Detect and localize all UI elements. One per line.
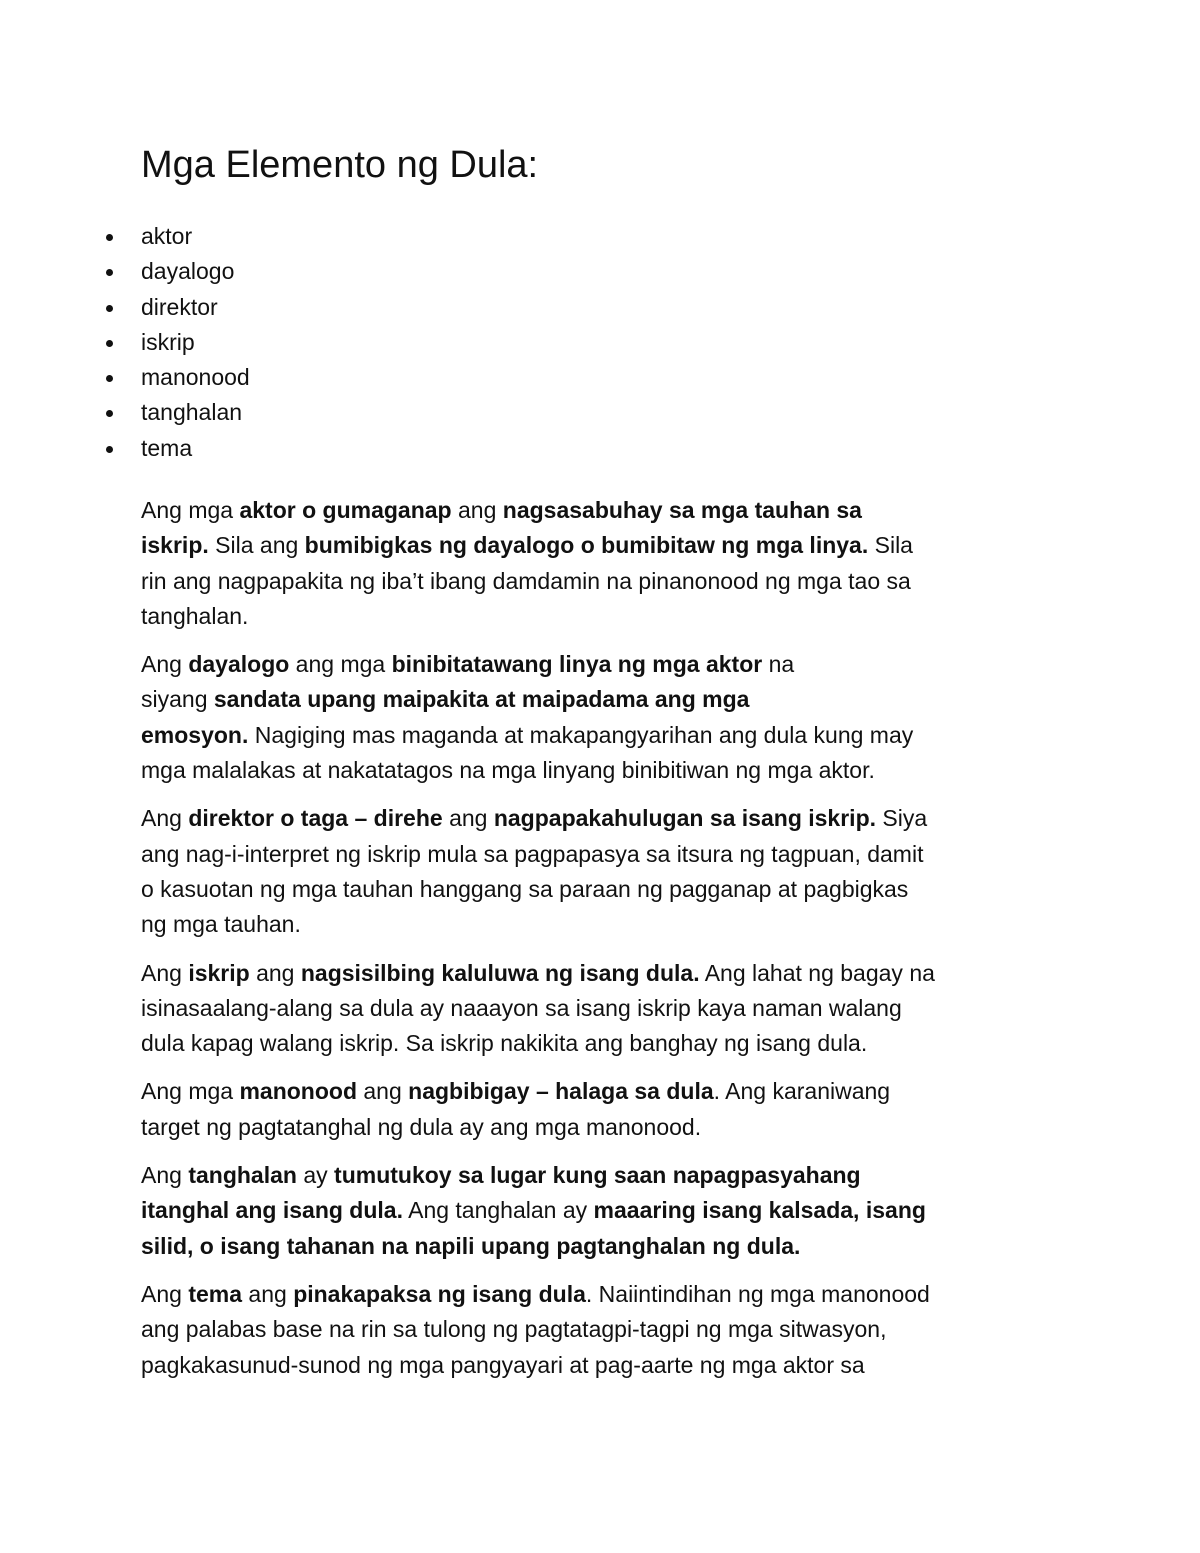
text-line — [141, 1026, 1066, 1061]
bold-text: itanghal ang isang dula. — [141, 1197, 403, 1224]
text-run: dula kapag walang iskrip. Sa iskrip nakikita ang banghay ng isang dula. — [141, 1030, 868, 1057]
text-line — [141, 837, 1066, 872]
bold-text: silid, o isang tahanan na napili upang pagtanghalan ng dula. — [141, 1232, 801, 1259]
text-run: ang palabas base na rin sa tulong ng pagtatagpi-tagpi ng mga sitwasyon, — [141, 1316, 887, 1343]
text-line — [141, 1193, 1066, 1228]
text-run: . Ang karaniwang — [713, 1078, 891, 1105]
text-run: pagkakasunud-sunod ng mga pangyayari at pag-aarte ng mga aktor sa — [141, 1351, 865, 1378]
bold-text: iskrip. — [141, 532, 209, 559]
text-run: ng mga tauhan. — [141, 911, 301, 938]
text-run: Ang — [141, 651, 189, 678]
list-item-label: tanghalan — [141, 399, 243, 426]
text-run: na — [762, 651, 795, 678]
page-title: Mga Elemento ng Dula: — [141, 144, 539, 186]
list-item — [141, 431, 250, 466]
text-line — [141, 1110, 1066, 1145]
text-line — [141, 753, 1066, 788]
bullet-icon — [106, 410, 113, 417]
text-run: target ng pagtatanghal ng dula ay ang mga manonood. — [141, 1113, 702, 1140]
bullet-icon — [106, 340, 113, 347]
text-line — [141, 718, 1066, 753]
text-run: o kasuotan ng mga tauhan hanggang sa paraan ng pagganap at pagbigkas — [141, 875, 909, 902]
text-run: Ang mga — [141, 497, 240, 523]
text-run: ay — [296, 1162, 335, 1189]
text-run: ang — [242, 1280, 294, 1307]
bold-text: nagbibigay – halaga sa dula — [408, 1078, 714, 1105]
bullet-icon — [106, 305, 113, 312]
text-run: ang — [451, 497, 503, 523]
list-item — [141, 325, 250, 360]
list-item-label: dayalogo — [141, 258, 235, 285]
text-line — [141, 564, 1066, 599]
bold-text: binibitatawang linya ng mga aktor — [391, 651, 763, 678]
bold-text: aktor o gumaganap — [239, 497, 452, 523]
bold-text: bumibigkas ng dayalogo o bumibitaw ng mga linya. — [304, 532, 869, 559]
bold-text: tema — [188, 1280, 243, 1307]
text-run: siyang — [141, 686, 214, 713]
text-run: Ang — [141, 805, 189, 832]
list-item-label: iskrip — [141, 328, 195, 355]
body-text — [141, 493, 1066, 1396]
text-line — [141, 493, 1066, 528]
text-line — [141, 1158, 1066, 1193]
bold-text: tumutukoy sa lugar kung saan napagpasyahang — [334, 1162, 861, 1189]
text-run: rin ang nagpapakita ng iba’t ibang damdamin na pinanonood ng mga tao sa — [141, 567, 911, 594]
text-run: Ang tanghalan ay — [402, 1197, 594, 1224]
text-line — [141, 956, 1066, 991]
bullet-icon — [106, 446, 113, 453]
text-line — [141, 1277, 1066, 1312]
text-run: Sila ang — [208, 532, 305, 559]
list-item-label: aktor — [141, 223, 193, 249]
text-line — [141, 528, 1066, 563]
text-run: Sila — [868, 532, 913, 559]
list-item — [141, 219, 250, 254]
list-item-label: direktor — [141, 293, 218, 320]
paragraph — [141, 1074, 1066, 1145]
list-item — [141, 360, 250, 395]
text-run: ang — [442, 805, 494, 832]
bold-text: pinakapaksa ng isang dula — [293, 1280, 586, 1307]
text-run: tanghalan. — [141, 602, 249, 629]
paragraph — [141, 956, 1066, 1062]
bold-text: nagsisilbing kaluluwa ng isang dula. — [300, 959, 700, 986]
text-line — [141, 1312, 1066, 1347]
text-line — [141, 647, 1066, 682]
bullet-icon — [106, 234, 113, 241]
text-line — [141, 1074, 1066, 1109]
text-run: Ang — [141, 1162, 189, 1189]
text-run: Siya — [876, 805, 928, 832]
text-run: . Naiintindihan ng mga manonood — [585, 1280, 930, 1307]
text-run: Ang — [141, 959, 189, 986]
text-line — [141, 991, 1066, 1026]
text-run: Ang mga — [141, 1078, 240, 1105]
text-line — [141, 682, 1066, 717]
text-run: Nagiging mas maganda at makapangyarihan ang dula kung may — [248, 721, 914, 748]
bold-text: iskrip — [188, 959, 250, 986]
list-item — [141, 290, 250, 325]
paragraph — [141, 1277, 1066, 1383]
bold-text: direktor o taga – direhe — [188, 805, 443, 832]
elements-list — [141, 219, 250, 466]
bold-text: maaaring isang kalsada, isang — [593, 1197, 926, 1224]
text-line — [141, 599, 1066, 634]
list-item-label: manonood — [141, 364, 250, 391]
text-line — [141, 907, 1066, 942]
text-line — [141, 872, 1066, 907]
list-item-label: tema — [141, 434, 193, 461]
bullet-icon — [106, 269, 113, 276]
bold-text: tanghalan — [188, 1162, 297, 1189]
bold-text: dayalogo — [188, 651, 290, 678]
bold-text: sandata upang maipakita at maipadama ang mga — [213, 686, 750, 713]
paragraph — [141, 647, 1066, 788]
paragraph — [141, 493, 1066, 634]
text-run: ang — [249, 959, 301, 986]
list-item — [141, 254, 250, 289]
paragraph — [141, 1158, 1066, 1264]
text-line — [141, 801, 1066, 836]
bold-text: nagpapakahulugan sa isang iskrip. — [493, 805, 877, 832]
text-run: Ang lahat ng bagay na — [699, 959, 935, 986]
text-run: ang nag-i-interpret ng iskrip mula sa pagpapasya sa itsura ng tagpuan, damit — [141, 840, 924, 867]
text-line — [141, 1229, 1066, 1264]
text-run: Ang — [141, 1280, 189, 1307]
bullet-icon — [106, 375, 113, 382]
text-run: mga malalakas at nakatatagos na mga linyang binibitiwan ng mga aktor. — [141, 757, 875, 784]
bold-text: nagsasabuhay sa mga tauhan sa — [502, 497, 862, 523]
paragraph — [141, 801, 1066, 942]
bold-text: emosyon. — [141, 721, 249, 748]
text-run: isinasaalang-alang sa dula ay naaayon sa isang iskrip kaya naman walang — [141, 994, 902, 1021]
text-line — [141, 1348, 1066, 1383]
text-run: ang — [357, 1078, 409, 1105]
text-run: ang mga — [289, 651, 392, 678]
bold-text: manonood — [239, 1078, 357, 1105]
list-item — [141, 395, 250, 430]
